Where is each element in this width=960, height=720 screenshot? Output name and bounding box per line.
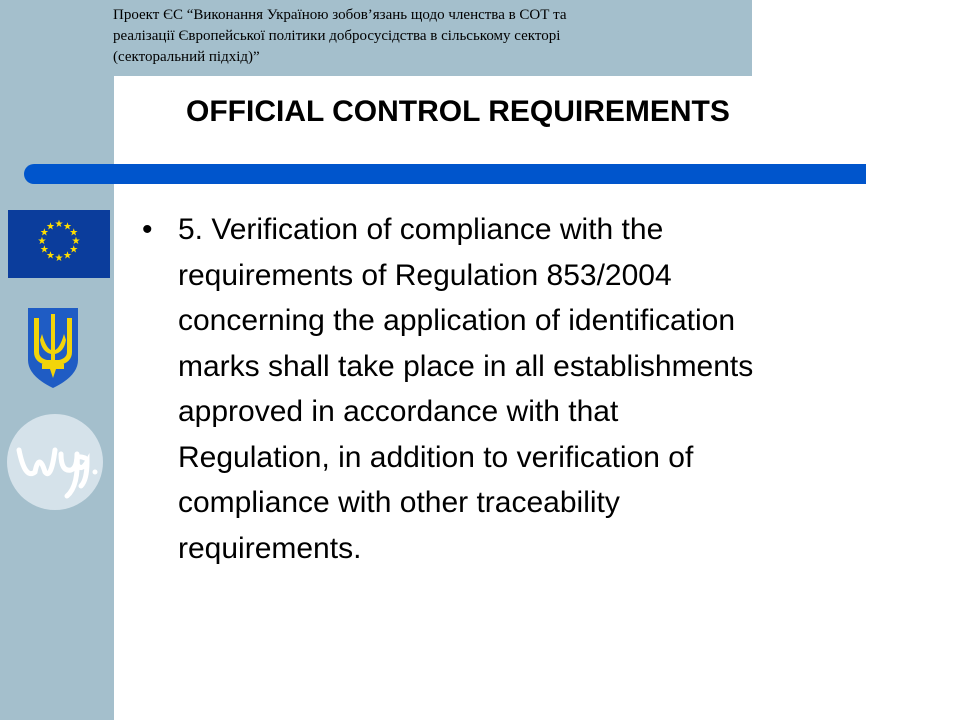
project-header-line-1: Проект ЄС “Виконання Україною зобов’язань щодо членства в СОТ та bbox=[113, 7, 567, 23]
svg-text:★: ★ bbox=[54, 253, 64, 264]
svg-text:★: ★ bbox=[46, 250, 55, 262]
slide-title: OFFICIAL CONTROL REQUIREMENTS bbox=[186, 95, 730, 128]
bullet-line: 5. Verification of compliance with the bbox=[178, 213, 664, 246]
eu-flag-icon bbox=[8, 210, 110, 278]
bullet-line: requirements. bbox=[178, 531, 362, 565]
bullet-item bbox=[142, 207, 902, 571]
bullet-line: requirements of Regulation 853/2004 bbox=[178, 258, 672, 292]
bullet-marker: • bbox=[142, 213, 153, 246]
project-header-line-3: (секторальний підхід)” bbox=[113, 49, 260, 65]
project-header bbox=[113, 5, 733, 68]
slide-content bbox=[142, 207, 902, 571]
svg-text:★: ★ bbox=[39, 227, 49, 239]
accent-bar bbox=[36, 164, 866, 184]
svg-text:★: ★ bbox=[39, 244, 49, 256]
trident-emblem bbox=[20, 304, 86, 390]
svg-text:★: ★ bbox=[54, 219, 64, 230]
bullet-line: approved in accordance with that bbox=[178, 395, 619, 428]
svg-text:★: ★ bbox=[69, 244, 79, 256]
bullet-line: compliance with other traceability bbox=[178, 486, 620, 519]
bullet-line: concerning the application of identification bbox=[178, 304, 736, 337]
ukraine-trident-icon bbox=[20, 304, 86, 390]
bullet-text bbox=[178, 207, 898, 571]
bullet-line: Regulation, in addition to verification of bbox=[178, 440, 694, 474]
wyg-logo bbox=[5, 412, 105, 512]
svg-text:★: ★ bbox=[71, 236, 81, 247]
bullet-line: marks shall take place in all establishments bbox=[178, 349, 754, 383]
svg-text:★: ★ bbox=[63, 221, 72, 233]
svg-text:★: ★ bbox=[69, 227, 79, 239]
project-header-line-2: реалізації Європейської політики добросусідства в сільському секторі bbox=[113, 28, 561, 44]
wyg-logo-mark bbox=[5, 412, 105, 512]
svg-text:★: ★ bbox=[46, 221, 55, 233]
svg-text:★: ★ bbox=[37, 236, 47, 247]
eu-flag-stars bbox=[8, 210, 110, 278]
svg-text:★: ★ bbox=[63, 250, 72, 262]
